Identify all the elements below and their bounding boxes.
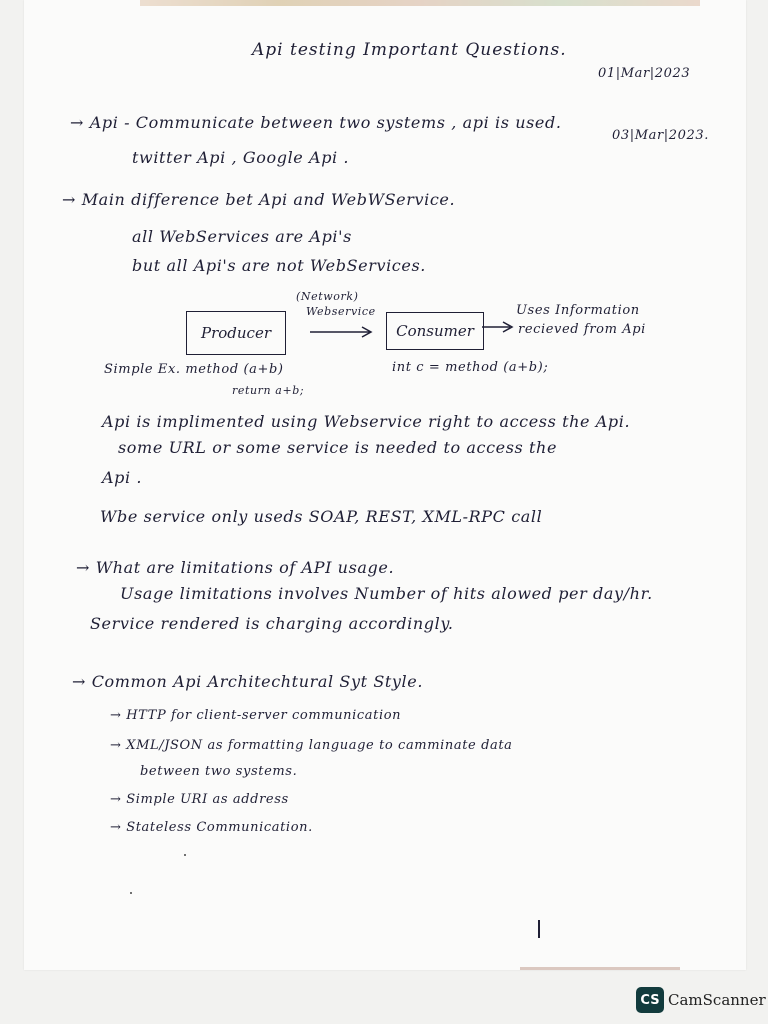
arrow-note-webservice: Webservice: [306, 305, 376, 318]
stray-mark-1: [184, 854, 186, 856]
line-api-examples: twitter Api , Google Api .: [132, 148, 350, 167]
line-usage-limitations: Usage limitations involves Number of hits alowed per day/hr.: [120, 584, 653, 603]
line-api-definition: → Api - Communicate between two systems , api is used.: [70, 113, 562, 132]
int-c-call: int c = method (a+b);: [392, 360, 549, 375]
line-main-difference: → Main difference bet Api and WebWService.: [62, 190, 456, 209]
line-url-needed: some URL or some service is needed to access the: [118, 438, 558, 457]
bullet-simple-uri: → Simple URI as address: [110, 792, 289, 807]
consumer-label: Consumer: [396, 322, 474, 340]
line-limitations-question: → What are limitations of API usage.: [76, 558, 395, 577]
line-service-charging: Service rendered is charging accordingly.: [90, 614, 454, 633]
simple-example: Simple Ex. method (a+b): [104, 362, 284, 377]
return-statement: return a+b;: [232, 384, 305, 397]
producer-box: [186, 311, 286, 355]
camscanner-brand: CamScanner: [668, 991, 766, 1009]
producer-label: Producer: [200, 324, 271, 342]
bullet-xml-json-cont: between two systems.: [140, 764, 298, 779]
pen-mark: [538, 920, 540, 938]
uses-information-1: Uses Information: [516, 303, 640, 318]
camscanner-watermark: [636, 987, 766, 1013]
diagram-arrows: [300, 318, 520, 338]
line-webservice-protocols: Wbe service only useds SOAP, REST, XML-RPC call: [100, 507, 543, 526]
bottom-edge-line: [520, 967, 680, 970]
arrow-note-network: (Network): [296, 290, 359, 303]
line-implemented-using: Api is implimented using Webservice right to access the Api.: [102, 412, 631, 431]
date-1: 01|Mar|2023: [598, 66, 691, 81]
stray-mark-2: [130, 892, 132, 894]
page-title: Api testing Important Questions.: [252, 40, 567, 60]
line-all-webservices: all WebServices are Api's: [132, 227, 352, 246]
uses-information-2: recieved from Api: [518, 322, 646, 337]
bullet-xml-json: → XML/JSON as formatting language to camminate data: [110, 738, 513, 753]
bullet-http: → HTTP for client-server communication: [110, 708, 402, 723]
line-not-all-apis: but all Api's are not WebServices.: [132, 256, 426, 275]
camscanner-logo-icon: CS: [636, 987, 664, 1013]
line-api-end: Api .: [102, 468, 143, 487]
bullet-stateless: → Stateless Communication.: [110, 820, 313, 835]
date-2: 03|Mar|2023.: [612, 128, 709, 143]
top-edge-strip: [140, 0, 700, 6]
line-architectural-style: → Common Api Architechtural Syt Style.: [72, 672, 424, 691]
